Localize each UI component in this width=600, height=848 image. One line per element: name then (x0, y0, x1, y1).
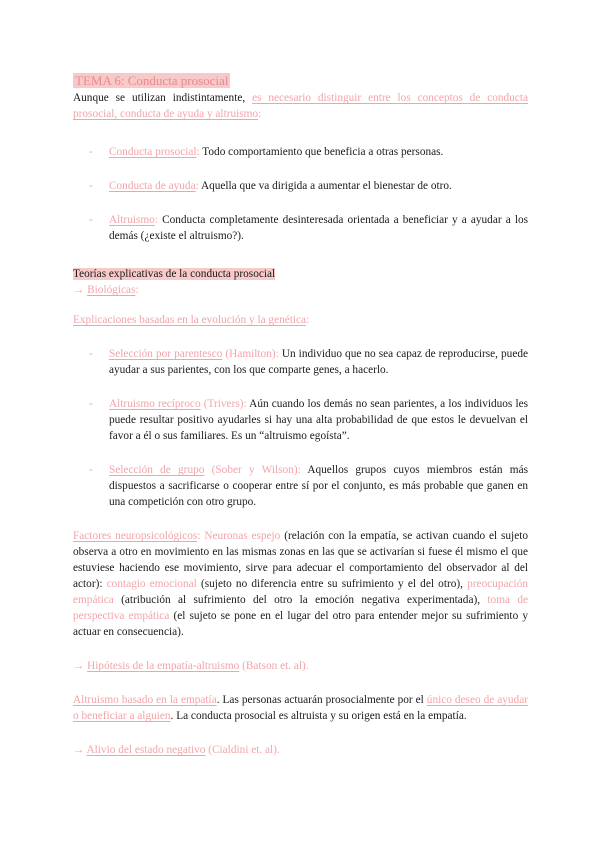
intro-text: Aunque se utilizan indistintamente, (73, 92, 253, 104)
evolution-text: Aún cuando los demás no sean parientes, a los individuos les puede resultar positivo ayudarles si hay una alta probabilidad de que estos le devuelvan el favor a él o sus familiares. Es un “altruismo egoísta”. (109, 398, 529, 442)
definition-sep: : (196, 146, 203, 158)
definition-text: Conducta completamente desinteresada orientada a beneficiar y a ayudar a los demás (¿existe el altruismo?). (109, 214, 529, 242)
evolution-heading: Explicaciones basadas en la evolución y la genética (73, 314, 307, 326)
definition-item (73, 178, 528, 194)
evolution-sep: : (297, 464, 308, 476)
definition-text: Todo comportamiento que beneficia a otras personas. (202, 146, 444, 158)
biological-label: Biológicas (87, 284, 136, 296)
definition-term: Conducta prosocial (109, 146, 197, 158)
dash-bullet-icon: - (89, 180, 93, 192)
evolution-author: (Trivers) (200, 398, 244, 410)
biological-end: : (135, 284, 139, 296)
hypothesis-1-authors: (Batson et. al). (239, 660, 309, 672)
definition-term: Altruismo (109, 214, 155, 226)
empathy-desire: único deseo de ayudar o beneficiar a alguien (73, 694, 528, 722)
arrow-icon: → (73, 660, 85, 672)
dash-bullet-icon: - (89, 348, 93, 360)
evolution-author: (Sober y Wilson) (204, 464, 298, 476)
definition-sep: : (195, 180, 201, 192)
evolution-text: Aquellos grupos cuyos miembros están más dispuestos a sacrificarse o cooperar entre sí por el conjunto, es más probable que ganen en una competición con otro grupo. (109, 464, 528, 508)
neuro-paragraph (73, 528, 528, 640)
document-content (73, 72, 528, 758)
hypothesis-2-line (73, 742, 528, 758)
definition-sep: : (154, 214, 163, 226)
neuro-text-1: (relación con la empatía, se activan cuando el sujeto observa a otro en movimiento en las mismas zonas en las que se activarían si fuese él mismo el que estuviese haciendo ese movimiento, sirve para adecuar el comportamiento del observador al del actor): (73, 530, 529, 590)
neuro-text-2: (sujeto no diferencia entre su sufrimiento y el del otro), (196, 578, 468, 590)
title-line (73, 72, 528, 90)
evolution-term: Selección de grupo (109, 464, 205, 476)
neuro-sep: : (197, 530, 205, 542)
neuro-text-4: (el sujeto se pone en el lugar del otro para entender mejor su sufrimiento y actuar en consecuencia). (73, 610, 528, 638)
neuro-text-3: (atribución al sufrimiento del otro la emoción negativa experimentada), (113, 594, 488, 606)
perspective-taking: toma de perspectiva empática (73, 594, 528, 622)
hypothesis-1-line (73, 658, 528, 674)
hypothesis-2-authors: (Cialdini et. al). (205, 744, 280, 756)
empathy-text-2: . La conducta prosocial es altruista y su origen está en la empatía. (170, 710, 467, 722)
evolution-end: : (306, 314, 310, 326)
evolution-item (73, 346, 528, 378)
biological-line (73, 282, 528, 298)
evolution-sep: : (243, 398, 250, 410)
evolution-term: Altruismo recíproco (109, 398, 201, 410)
section-heading: Teorías explicativas de la conducta prosocial (73, 268, 276, 280)
neuro-label: Factores neuropsicológicos (73, 530, 198, 542)
emotional-contagion: contagio emocional (106, 578, 197, 590)
empathy-paragraph (73, 692, 528, 724)
intro-end: : (258, 108, 262, 120)
hypothesis-1-label: Hipótesis de la empatía-altruismo (87, 660, 240, 672)
dash-bullet-icon: - (89, 146, 93, 158)
dash-bullet-icon: - (89, 214, 93, 226)
dash-bullet-icon: - (89, 464, 93, 476)
evolution-item (73, 462, 528, 510)
evolution-heading-line (73, 312, 528, 328)
intro-paragraph (73, 90, 528, 122)
hypothesis-2-label: Alivio del estado negativo (86, 744, 206, 756)
definition-text: Aquella que va dirigida a aumentar el bienestar de otro. (200, 180, 452, 192)
arrow-icon: → (73, 744, 85, 756)
arrow-icon: → (73, 284, 85, 296)
intro-link: es necesario distinguir entre los conceptos de conducta prosocial, conducta de ayuda y altruismo (73, 92, 528, 120)
definition-term: Conducta de ayuda (109, 180, 196, 192)
evolution-author: (Hamilton) (222, 348, 276, 360)
evolution-sep: : (275, 348, 282, 360)
page-title: TEMA 6: Conducta prosocial (75, 73, 229, 88)
section-heading-line (73, 266, 528, 282)
mirror-neurons: Neuronas espejo (204, 530, 281, 542)
empathy-text-1: . Las personas actuarán prosocialmente por el (216, 694, 427, 706)
definition-item (73, 212, 528, 244)
evolution-item (73, 396, 528, 444)
evolution-text: Un individuo que no sea capaz de reproducirse, puede ayudar a sus parientes, con los que comparte genes, a hacerlo. (109, 348, 528, 376)
empathic-concern: preocupación empática (73, 578, 528, 606)
definition-item (73, 144, 528, 160)
empathy-label: Altruismo basado en la empatía (73, 694, 217, 706)
evolution-term: Selección por parentesco (109, 348, 223, 360)
dash-bullet-icon: - (89, 398, 93, 410)
